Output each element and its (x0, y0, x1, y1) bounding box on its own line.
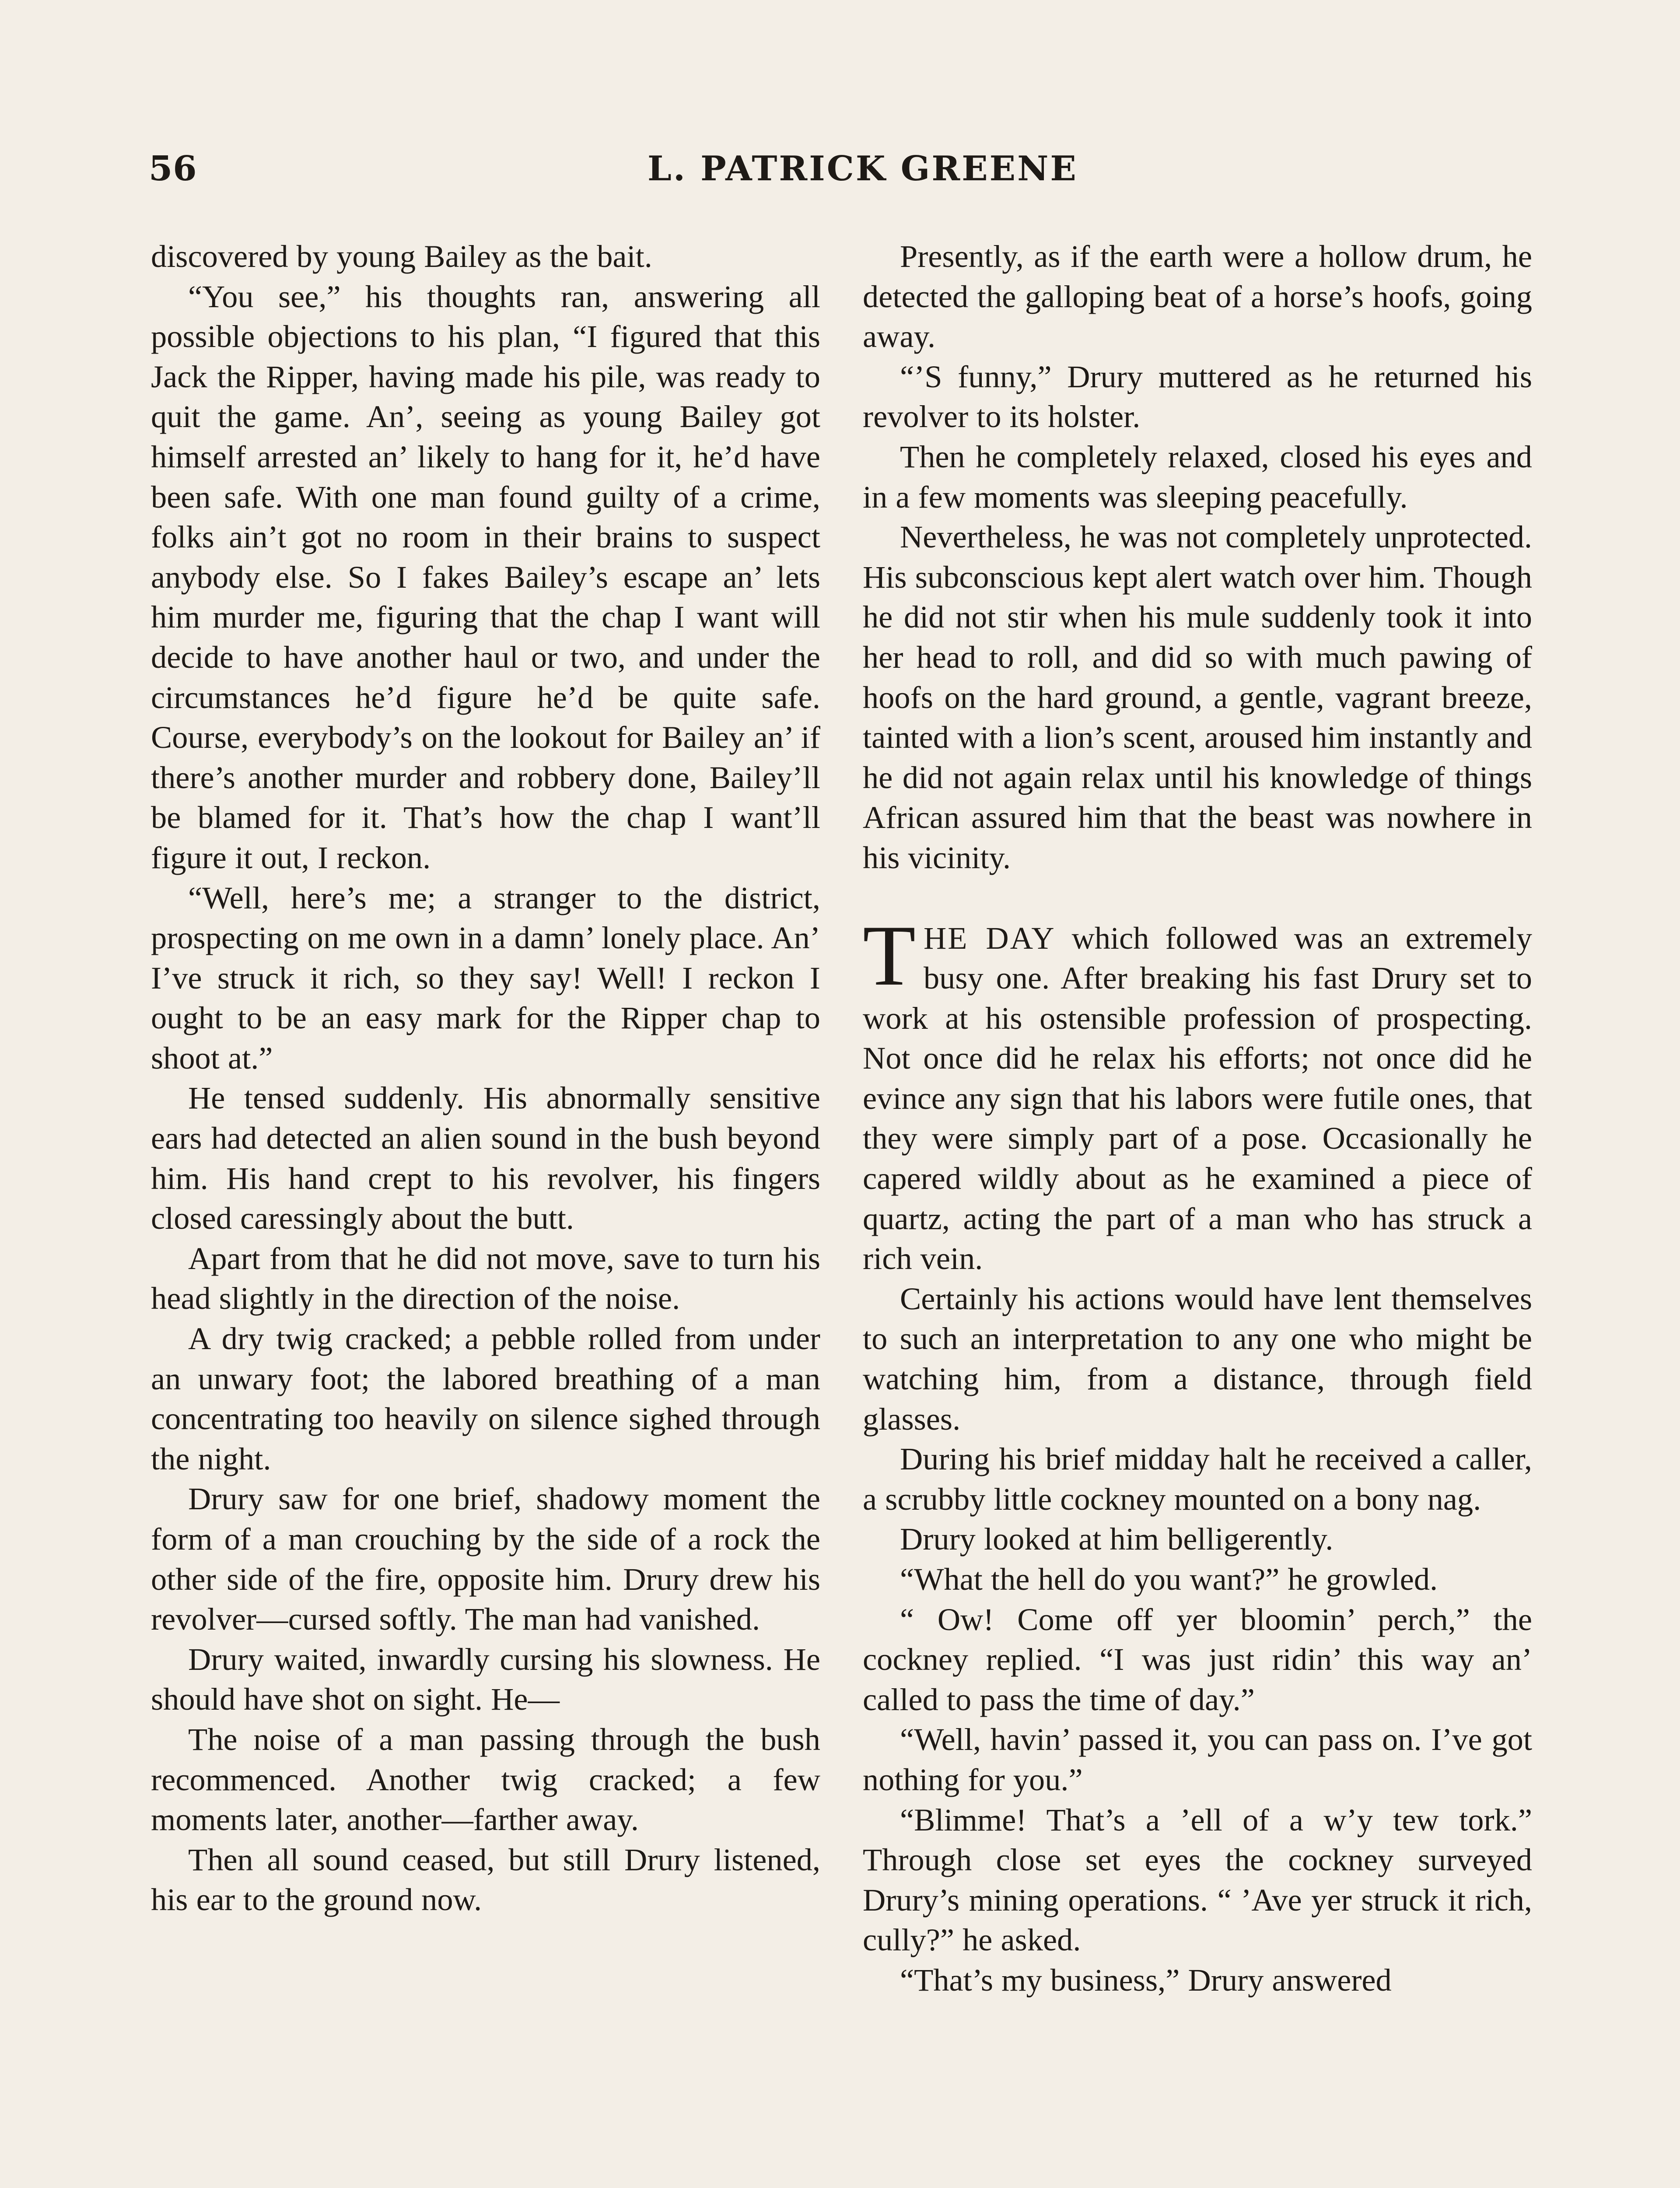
paragraph: During his brief midday halt he received a caller, a scrubby little cockney mounted on a bony nag. (863, 1441, 1532, 1517)
paragraph: Drury saw for one brief, shadowy moment the form of a man crouching by the side of a rock the other side of the fire, opposite him. Drury drew his revolver—cursed softly. The man had vanished. (151, 1481, 820, 1637)
paragraph: Then he completely relaxed, closed his eyes and in a few moments was sleeping peacefully. (863, 438, 1532, 515)
paragraph: “Blimme! That’s a ’ell of a w’y tew tork.” Through close set eyes the cockney surveyed Drury’s mining operations. “ ’Ave yer struck it rich, cully?” he asked. (863, 1802, 1532, 1958)
paragraph: Then all sound ceased, but still Drury listened, his ear to the ground now. (151, 1841, 820, 1918)
paragraph: Drury looked at him belligerently. (900, 1521, 1334, 1557)
running-head-author: L. PATRICK GREENE (648, 149, 1078, 189)
paragraph: “Well, havin’ passed it, you can pass on. I’ve got nothing for you.” (863, 1722, 1532, 1797)
section-break (863, 878, 1532, 918)
left-column (151, 236, 820, 1920)
paragraph: Presently, as if the earth were a hollow drum, he detected the galloping beat of a horse’s hoofs, going away. (863, 238, 1532, 354)
paragraph: “What the hell do you want?” he growled. (900, 1561, 1438, 1597)
section-opening-paragraph (863, 907, 1532, 1279)
paragraph: Certainly his actions would have lent themselves to such an interpretation to any one who might be watching him, from a distance, through field glasses. (863, 1280, 1532, 1437)
page-number: 56 (149, 149, 197, 189)
paragraph: A dry twig cracked; a pebble rolled from under an unwary foot; the labored breathing of a man concentrating too heavily on silence sighed through the night. (151, 1321, 820, 1476)
paragraph: discovered by young Bailey as the bait. (151, 238, 652, 274)
page-header (149, 149, 1531, 201)
paragraph: “You see,” his thoughts ran, answering all possible objections to his plan, “I figured that this Jack the Ripper, having made his pile, was ready to quit the game. An’, seeing as young Bailey got himself arrested an’ likely to hang for it, he’d have been safe. With one man found guilty of a crime, folks ain’t got no room in their brains to suspect anybody else. So I fakes Bailey’s escape an’ lets him murder me, figuring that the chap I want will decide to have another haul or two, and under the circumstances he’d figure he’d be quite safe. Course, everybody’s on the lookout for Bailey an’ if there’s another murder and robbery done, Bailey’ll be blamed for it. That’s how the chap I want’ll figure it out, I reckon. (151, 278, 820, 875)
section-opening-smallcaps: HE DAY (923, 920, 1056, 956)
paragraph: “Well, here’s me; a stranger to the district, prospecting on me own in a damn’ lonely place. An’ I’ve struck it rich, so they say! Well! I reckon I ought to be an easy mark for the Ripper chap to shoot at.” (151, 880, 820, 1076)
paragraph: Nevertheless, he was not completely unprotected. His subconscious kept alert watch over him. Though he did not stir when his mule suddenly took it into her head to roll, and did so with much pawing of hoofs on the hard ground, a gentle, vagrant breeze, tainted with a lion’s scent, aroused him instantly and he did not again relax until his knowledge of things African assured him that the beast was nowhere in his vicinity. (863, 519, 1532, 875)
paragraph: “ Ow! Come off yer bloomin’ perch,” the cockney replied. “I was just ridin’ this way an’ called to pass the time of day.” (863, 1601, 1532, 1717)
paragraph: He tensed suddenly. His abnormally sensitive ears had detected an alien sound in the bush beyond him. His hand crept to his revolver, his fingers closed caressingly about the butt. (151, 1080, 820, 1236)
paragraph: “That’s my business,” Drury answered (900, 1962, 1392, 1998)
paragraph: The noise of a man passing through the bush recommenced. Another twig cracked; a few moments later, another—farther away. (151, 1721, 820, 1837)
paragraph: “’S funny,” Drury muttered as he returned his revolver to its holster. (863, 358, 1532, 435)
drop-cap: T (863, 907, 916, 1003)
section-opening-text: which followed was an extremely busy one. After breaking his fast Drury set to work at his ostensible profession of prospecting. Not once did he relax his efforts; not once did he evince any sign that his labors were futile ones, that they were simply part of a pose. Occasionally he capered wildly about as he examined a piece of quartz, acting the part of a man who has struck a rich vein. (863, 920, 1532, 1276)
paragraph: Drury waited, inwardly cursing his slowness. He should have shot on sight. He— (151, 1641, 820, 1717)
paragraph: Apart from that he did not move, save to turn his head slightly in the direction of the noise. (151, 1240, 820, 1316)
right-column (863, 236, 1532, 2000)
